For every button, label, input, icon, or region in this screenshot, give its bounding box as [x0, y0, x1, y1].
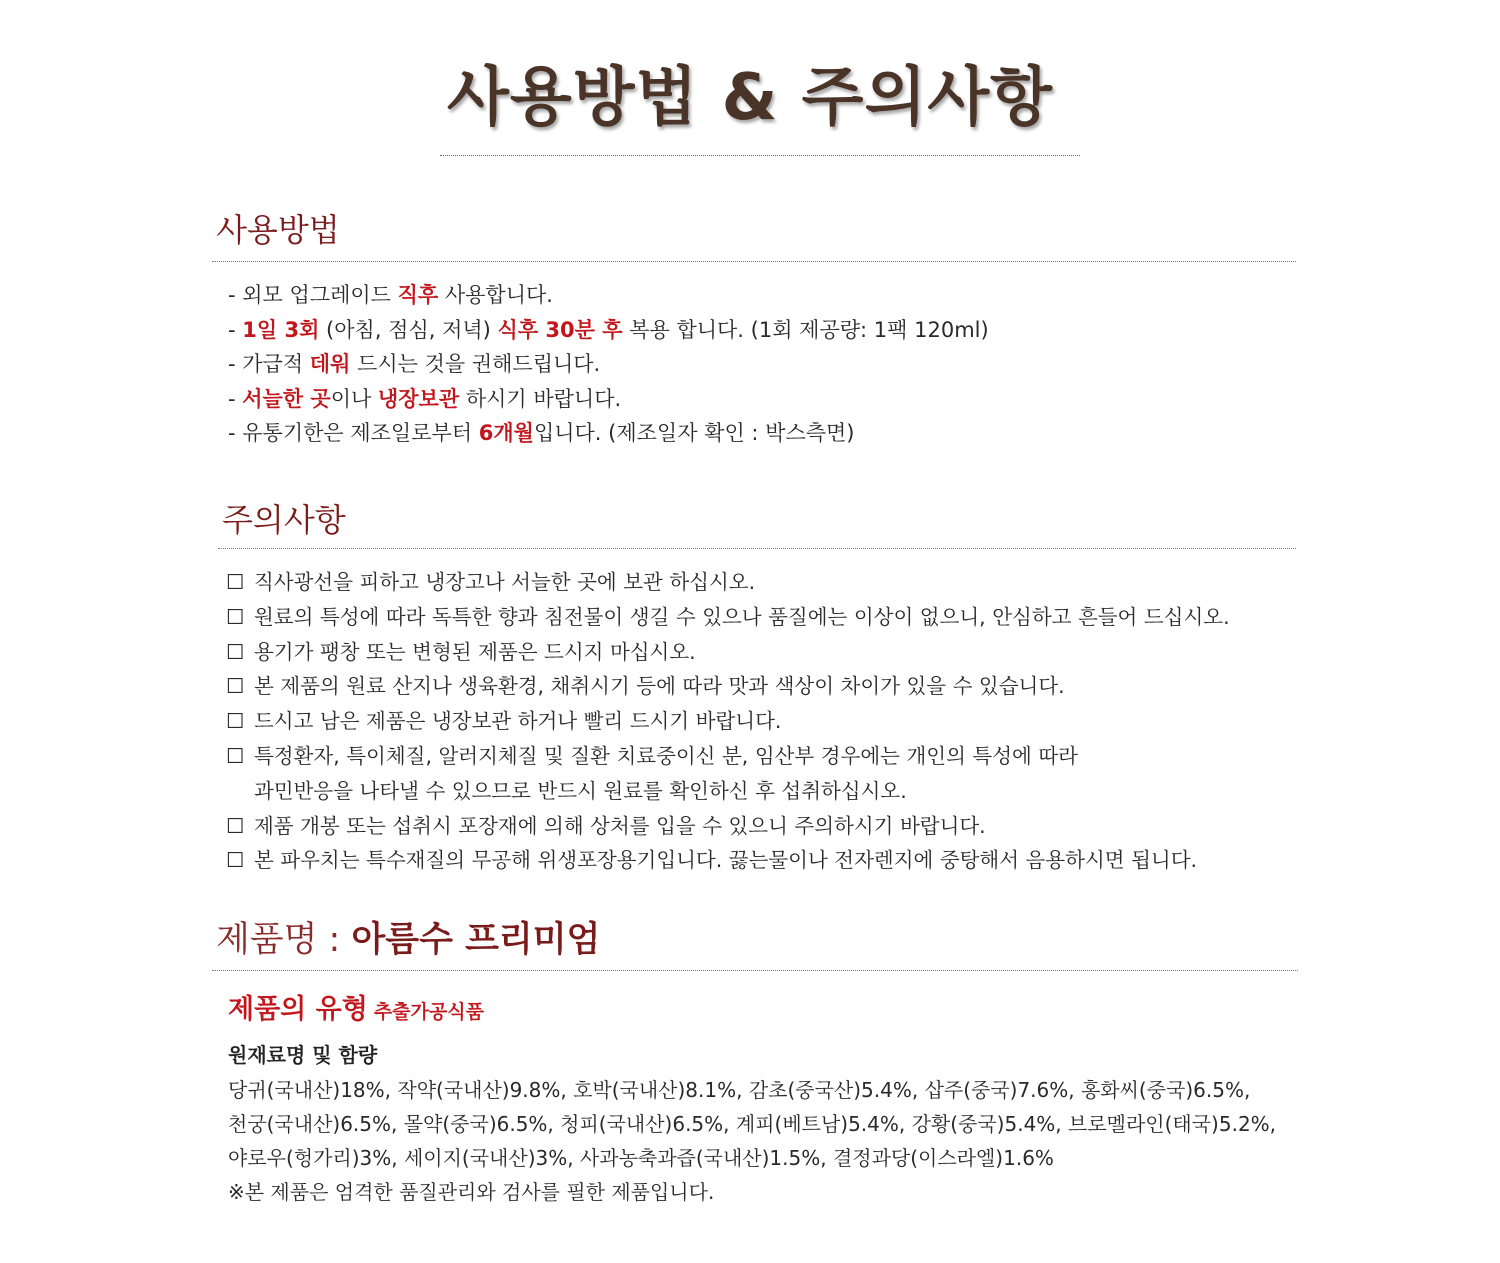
caution-text: 직사광선을 피하고 냉장고나 서늘한 곳에 보관 하십시오.: [254, 570, 756, 594]
usage-item: [228, 382, 989, 417]
usage-text: 이나: [330, 386, 378, 411]
usage-text: - 가급적: [228, 352, 310, 376]
caution-text: 특정환자, 특이체질, 알러지체질 및 질환 치료중이신 분, 임산부 경우에는 개인의 특성에 따라: [254, 743, 1078, 768]
checkbox-bullet-icon: ☐: [226, 848, 245, 873]
usage-highlight: 식후 30분 후: [497, 317, 623, 342]
caution-text: 과민반응을 나타낼 수 있으므로 반드시 원료를 확인하신 후 섭취하십시오.: [254, 778, 907, 803]
caution-item: [226, 565, 1306, 600]
usage-highlight: 1일 3회: [242, 317, 320, 342]
caution-item: [226, 739, 1306, 809]
checkbox-bullet-icon: ☐: [226, 674, 245, 699]
ingredients-line: 야로우(헝가리)3%, 세이지(국내산)3%, 사과농축과즙(국내산)1.5%, 결정과당(이스라엘)1.6%: [228, 1146, 1054, 1170]
checkbox-bullet-icon: ☐: [226, 639, 245, 664]
usage-highlight: 냉장보관: [377, 386, 460, 411]
usage-text: 드시는 것을 권해드립니다.: [350, 352, 601, 376]
caution-item: [226, 635, 1306, 670]
product-divider: [212, 970, 1298, 971]
caution-text: 드시고 남은 제품은 냉장보관 하거나 빨리 드시기 바랍니다.: [254, 709, 782, 734]
usage-item: [228, 313, 989, 348]
title-divider: [440, 155, 1080, 156]
caution-text: 원료의 특성에 따라 독특한 향과 침전물이 생길 수 있으나 품질에는 이상이 없으니, 안심하고 흔들어 드십시오.: [254, 604, 1230, 629]
checkbox-bullet-icon: ☐: [226, 743, 245, 768]
ingredients-line: ※본 제품은 엄격한 품질관리와 검사를 필한 제품입니다.: [228, 1180, 715, 1204]
caution-item: [226, 843, 1306, 878]
usage-text: -: [228, 317, 243, 342]
product-name-label: 제품명 :: [216, 920, 352, 960]
product-type-line: [228, 990, 484, 1033]
usage-text: (아침, 점심, 저녁): [319, 317, 498, 342]
checkbox-bullet-icon: ☐: [226, 604, 245, 629]
caution-list: [226, 565, 1306, 878]
ingredients-heading: 원재료명 및 함량: [228, 1043, 378, 1067]
usage-text: 복용 합니다. (1회 제공량: 1팩 120ml): [622, 317, 989, 342]
usage-text: -: [228, 386, 243, 411]
usage-heading: 사용방법: [216, 211, 340, 249]
caution-item: [226, 600, 1306, 635]
ingredients-line: 천궁(국내산)6.5%, 몰약(중국)6.5%, 청피(국내산)6.5%, 계피(베트남)5.4%, 강황(중국)5.4%, 브로멜라인(태국)5.2%,: [228, 1112, 1277, 1136]
caution-heading: 주의사항: [222, 501, 346, 539]
checkbox-bullet-icon: ☐: [226, 709, 245, 734]
usage-text: 하시기 바랍니다.: [459, 386, 622, 411]
usage-highlight: 6개월: [478, 421, 534, 445]
caution-item: [226, 669, 1306, 704]
usage-item: [228, 416, 989, 451]
usage-divider: [212, 261, 1296, 262]
usage-item: [228, 347, 989, 382]
usage-highlight: 데워: [309, 352, 351, 376]
product-type: 추출가공식품: [373, 1001, 484, 1023]
usage-highlight: 직후: [397, 283, 439, 307]
caution-item: [226, 704, 1306, 739]
ingredients-list: [228, 1073, 1328, 1209]
usage-highlight: 서늘한 곳: [242, 386, 331, 411]
usage-item: [228, 278, 989, 313]
ingredients-line: 당귀(국내산)18%, 작약(국내산)9.8%, 호박(국내산)8.1%, 감초(중국산)5.4%, 삽주(중국)7.6%, 홍화씨(중국)6.5%,: [228, 1078, 1251, 1102]
usage-text: - 외모 업그레이드: [228, 283, 398, 307]
checkbox-bullet-icon: ☐: [226, 813, 245, 838]
checkbox-bullet-icon: ☐: [226, 570, 245, 594]
usage-text: 입니다. (제조일자 확인 : 박스측면): [533, 421, 855, 445]
caution-text: 용기가 팽창 또는 변형된 제품은 드시지 마십시오.: [254, 639, 696, 664]
product-name-heading: [216, 918, 600, 962]
caution-item: [226, 809, 1306, 844]
product-name: 아름수 프리미엄: [351, 920, 601, 960]
usage-text: 사용합니다.: [438, 283, 553, 307]
caution-text: 제품 개봉 또는 섭취시 포장재에 의해 상처를 입을 수 있으니 주의하시기 바랍니다.: [254, 813, 986, 838]
caution-text: 본 파우치는 특수재질의 무공해 위생포장용기입니다. 끓는물이나 전자렌지에 중탕해서 음용하시면 됩니다.: [254, 848, 1198, 873]
usage-list: [228, 278, 989, 451]
usage-text: - 유통기한은 제조일로부터: [228, 421, 479, 445]
page-title: 사용방법 & 주의사항: [447, 61, 1053, 135]
caution-text: 본 제품의 원료 산지나 생육환경, 채취시기 등에 따라 맛과 색상이 차이가 있을 수 있습니다.: [254, 674, 1065, 699]
caution-divider: [218, 548, 1296, 549]
product-type-label: 제품의 유형: [228, 994, 368, 1025]
